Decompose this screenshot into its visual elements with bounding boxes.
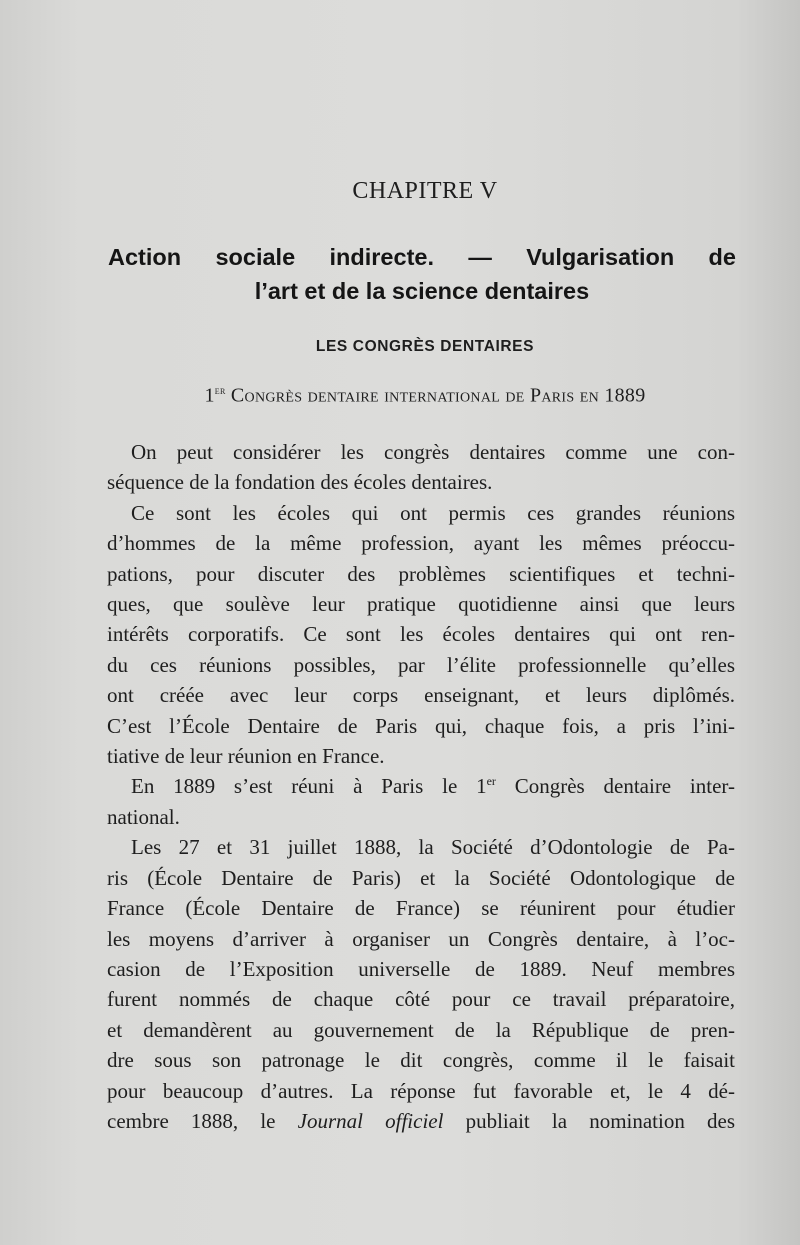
text-line: On peut considérer les congrès dentaires comme une con- xyxy=(131,440,735,464)
text-fragment: cembre 1888, le xyxy=(107,1108,298,1133)
text-line: C’est l’École Dentaire de Paris qui, chaque fois, a pris l’ini- xyxy=(107,713,735,738)
text-line: France (École Dentaire de France) se réunirent pour étudier xyxy=(107,896,735,921)
text-line: d’hommes de la même profession, ayant les mêmes préoccu- xyxy=(107,531,735,556)
ordinal-suffix: er xyxy=(486,774,496,789)
section-heading: LES CONGRÈS DENTAIRES xyxy=(315,338,535,355)
text-line: et demandèrent au gouvernement de la République de pren- xyxy=(107,1017,735,1042)
text-line: intérêts corporatifs. Ce sont les écoles dentaires qui ont ren- xyxy=(107,622,735,647)
subsection-ordinal-suffix: er xyxy=(214,383,226,397)
subsection-heading xyxy=(0,383,800,408)
text-line: tiative de leur réunion en France. xyxy=(107,744,385,769)
body-text xyxy=(107,437,735,1136)
text-line: du ces réunions possibles, par l’élite professionnelle qu’elles xyxy=(107,652,735,677)
text-line: national. xyxy=(107,804,180,829)
journal-title: Journal officiel xyxy=(297,1108,444,1133)
text-fragment: En 1889 s’est réuni à Paris le 1 xyxy=(131,774,487,799)
text-line: séquence de la fondation des écoles dentaires. xyxy=(107,470,493,495)
text-fragment: publiait la nomination des xyxy=(443,1108,735,1133)
chapter-heading: CHAPITRE V xyxy=(352,178,498,204)
text-line: Ce sont les écoles qui ont permis ces grandes réunions xyxy=(131,500,735,525)
subsection-text: Congrès dentaire international de Paris en 1889 xyxy=(225,384,646,407)
chapter-title-line-1: Action sociale indirecte. — Vulgarisation de xyxy=(108,244,736,270)
text-line xyxy=(107,1106,735,1136)
text-line: ont créée avec leur corps enseignant, et leurs diplômés. xyxy=(107,683,735,708)
text-line: Les 27 et 31 juillet 1888, la Société d’Odontologie de Pa- xyxy=(131,835,735,860)
text-line: pour beaucoup d’autres. La réponse fut favorable et, le 4 dé- xyxy=(107,1078,735,1103)
subsection-ordinal: 1 xyxy=(204,384,215,407)
text-line: casion de l’Exposition universelle de 1889. Neuf membres xyxy=(107,956,735,981)
text-line: dre sous son patronage le dit congrès, comme il le faisait xyxy=(107,1048,735,1073)
text-line: ris (École Dentaire de Paris) et la Société Odontologique de xyxy=(107,865,735,890)
text-fragment: Congrès dentaire inter- xyxy=(495,774,735,799)
chapter-title-line-2: l’art et de la science dentaires xyxy=(254,278,590,304)
text-line: les moyens d’arriver à organiser un Congrès dentaire, à l’oc- xyxy=(107,926,735,951)
text-line: pations, pour discuter des problèmes scientifiques et techni- xyxy=(107,561,735,586)
text-line xyxy=(107,771,735,801)
chapter-title xyxy=(108,240,736,308)
text-line: furent nommés de chaque côté pour ce travail préparatoire, xyxy=(107,987,735,1012)
text-line: ques, que soulève leur pratique quotidienne ainsi que leurs xyxy=(107,592,735,617)
